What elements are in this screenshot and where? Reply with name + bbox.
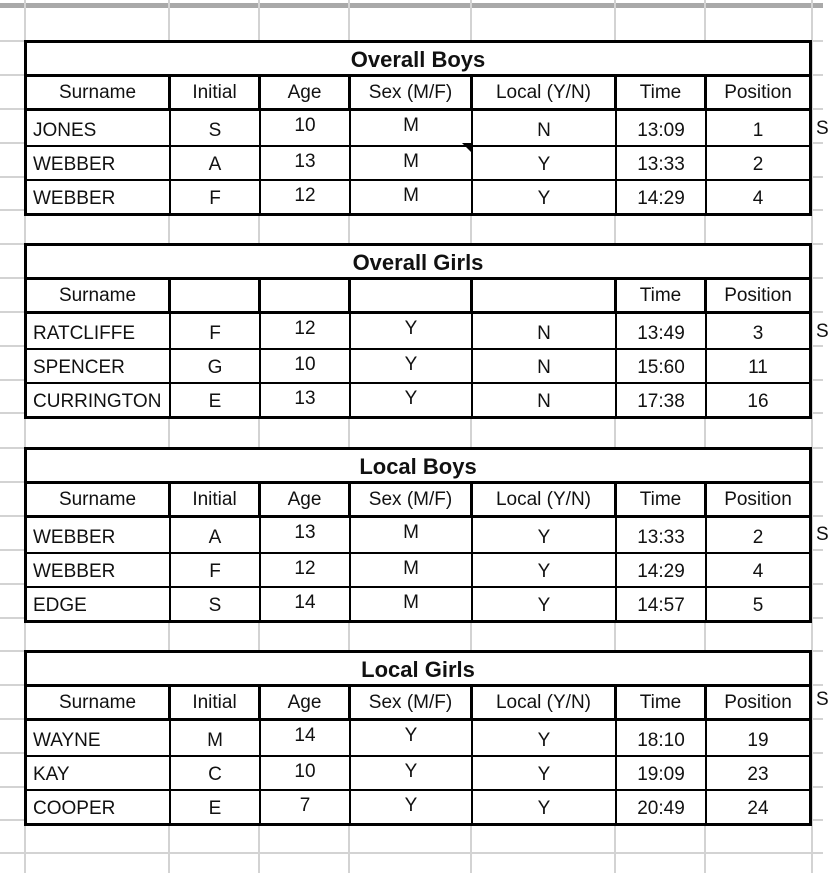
cell-comment-indicator[interactable] [462,143,471,152]
header-row [27,77,809,111]
cell-age[interactable]: 13 [261,384,351,416]
cell-surname[interactable]: WEBBER [27,147,171,179]
cell-initial[interactable]: A [171,518,261,552]
clipped-cell-text: S [816,689,829,710]
clipped-cell-text: S [816,321,829,342]
header-cell-surname[interactable]: Surname [27,484,171,515]
cell-position[interactable]: 4 [752,188,764,209]
table-row [27,789,809,823]
cell-initial[interactable]: C [171,757,261,789]
cell-surname[interactable]: WAYNE [27,721,171,755]
header-cell-position[interactable]: Position [724,691,792,713]
cell-time[interactable]: 14:57 [617,588,707,620]
cell-sex[interactable]: M [351,147,473,179]
cell-age[interactable]: 12 [261,314,351,348]
header-cell-sex[interactable]: Sex (M/F) [351,484,473,515]
cell-surname[interactable]: KAY [27,757,171,789]
header-cell-position[interactable]: Position [724,81,792,103]
header-cell-age[interactable] [261,280,351,311]
header-cell-position[interactable]: Position [724,284,792,306]
cell-initial[interactable]: E [171,384,261,416]
cell-position[interactable]: 24 [747,798,769,819]
cell-sex[interactable]: M [351,181,473,213]
cell-local[interactable]: N [473,111,617,145]
cell-sex[interactable]: M [351,518,473,552]
results-table-overall-boys [24,40,812,216]
cell-surname[interactable]: COOPER [27,791,171,823]
header-cell-age[interactable]: Age [261,77,351,108]
header-cell-sex[interactable]: Sex (M/F) [351,77,473,108]
cell-age[interactable]: 14 [261,721,351,755]
sheet-top-edge [0,3,823,8]
cell-age[interactable]: 10 [261,757,351,789]
table-title[interactable]: Overall Girls [27,246,809,280]
table-row [27,111,809,145]
header-cell-sex[interactable] [351,280,473,311]
cell-time[interactable]: 14:29 [617,554,707,586]
cell-initial[interactable]: E [171,791,261,823]
cell-surname[interactable]: EDGE [27,588,171,620]
header-row [27,687,809,721]
header-cell-local[interactable] [473,280,617,311]
cell-initial[interactable]: M [171,721,261,755]
cell-local[interactable]: Y [473,757,617,789]
table-title[interactable]: Local Boys [27,450,809,484]
cell-local[interactable]: Y [473,181,617,213]
clipped-cell-text: S [816,118,829,139]
cell-initial[interactable]: G [171,350,261,382]
cell-position[interactable]: 2 [752,154,764,175]
cell-position[interactable]: 19 [747,730,769,751]
cell-sex[interactable]: Y [351,721,473,755]
cell-initial[interactable]: F [171,181,261,213]
cell-initial[interactable]: A [171,147,261,179]
cell-sex[interactable]: Y [351,350,473,382]
cell-local[interactable]: Y [473,147,617,179]
cell-time[interactable]: 13:33 [617,518,707,552]
cell-sex[interactable]: M [351,588,473,620]
table-row [27,179,809,213]
cell-initial[interactable]: S [171,588,261,620]
cell-local[interactable]: N [473,384,617,416]
cell-time[interactable]: 17:38 [617,384,707,416]
table-row [27,348,809,382]
header-cell-time[interactable]: Time [617,280,707,311]
results-table-overall-girls [24,243,812,419]
cell-time[interactable]: 15:60 [617,350,707,382]
cell-time[interactable]: 18:10 [617,721,707,755]
cell-position[interactable]: 1 [752,120,764,141]
cell-local[interactable]: Y [473,588,617,620]
cell-sex[interactable]: Y [351,791,473,823]
cell-time[interactable]: 13:49 [617,314,707,348]
table-row [27,755,809,789]
table-row [27,314,809,348]
table-title[interactable]: Local Girls [27,653,809,687]
gridline-horizontal [0,852,823,854]
cell-age[interactable]: 14 [261,588,351,620]
cell-age[interactable]: 12 [261,181,351,213]
header-cell-initial[interactable] [171,280,261,311]
header-cell-local[interactable]: Local (Y/N) [473,484,617,515]
cell-sex[interactable]: Y [351,384,473,416]
cell-age[interactable]: 7 [261,791,351,823]
cell-age[interactable]: 10 [261,111,351,145]
table-row [27,721,809,755]
header-cell-sex[interactable]: Sex (M/F) [351,687,473,718]
header-cell-time[interactable]: Time [617,687,707,718]
cell-position[interactable]: 2 [752,527,764,548]
header-cell-time[interactable]: Time [617,484,707,515]
header-cell-local[interactable]: Local (Y/N) [473,687,617,718]
header-cell-surname[interactable]: Surname [27,687,171,718]
clipped-cell-text: S [816,524,829,545]
header-cell-surname[interactable]: Surname [27,280,171,311]
table-row [27,586,809,620]
cell-local[interactable]: Y [473,554,617,586]
header-row [27,484,809,518]
table-row [27,382,809,416]
header-cell-surname[interactable]: Surname [27,77,171,108]
header-cell-local[interactable]: Local (Y/N) [473,77,617,108]
cell-age[interactable]: 13 [261,518,351,552]
cell-surname[interactable]: JONES [27,111,171,145]
header-cell-time[interactable]: Time [617,77,707,108]
cell-time[interactable]: 13:09 [617,111,707,145]
cell-position[interactable]: 4 [752,561,764,582]
cell-position[interactable]: 5 [752,595,764,616]
results-table-local-girls [24,650,812,826]
cell-position[interactable]: 16 [747,391,769,412]
cell-initial[interactable]: F [171,554,261,586]
cell-sex[interactable]: Y [351,757,473,789]
header-cell-initial[interactable]: Initial [171,77,261,108]
cell-surname[interactable]: WEBBER [27,518,171,552]
header-row [27,280,809,314]
cell-local[interactable]: N [473,314,617,348]
cell-initial[interactable]: F [171,314,261,348]
cell-age[interactable]: 10 [261,350,351,382]
cell-position[interactable]: 23 [747,764,769,785]
cell-surname[interactable]: CURRINGTON [27,384,171,416]
header-cell-initial[interactable]: Initial [171,484,261,515]
cell-age[interactable]: 13 [261,147,351,179]
cell-local[interactable]: N [473,350,617,382]
cell-surname[interactable]: WEBBER [27,181,171,213]
cell-local[interactable]: Y [473,721,617,755]
header-cell-age[interactable]: Age [261,687,351,718]
cell-position[interactable]: 3 [752,323,764,344]
cell-sex[interactable]: M [351,111,473,145]
header-cell-initial[interactable]: Initial [171,687,261,718]
table-row [27,145,809,179]
cell-time[interactable]: 14:29 [617,181,707,213]
table-row [27,518,809,552]
table-row [27,552,809,586]
cell-surname[interactable]: SPENCER [27,350,171,382]
header-cell-age[interactable]: Age [261,484,351,515]
cell-initial[interactable]: S [171,111,261,145]
results-table-local-boys [24,447,812,623]
header-cell-position[interactable]: Position [724,488,792,510]
cell-time[interactable]: 19:09 [617,757,707,789]
cell-sex[interactable]: Y [351,314,473,348]
cell-position[interactable]: 11 [748,357,768,378]
cell-surname[interactable]: WEBBER [27,554,171,586]
cell-local[interactable]: Y [473,791,617,823]
cell-local[interactable]: Y [473,518,617,552]
cell-age[interactable]: 12 [261,554,351,586]
cell-time[interactable]: 20:49 [617,791,707,823]
cell-sex[interactable]: M [351,554,473,586]
cell-surname[interactable]: RATCLIFFE [27,314,171,348]
table-title[interactable]: Overall Boys [27,43,809,77]
cell-time[interactable]: 13:33 [617,147,707,179]
